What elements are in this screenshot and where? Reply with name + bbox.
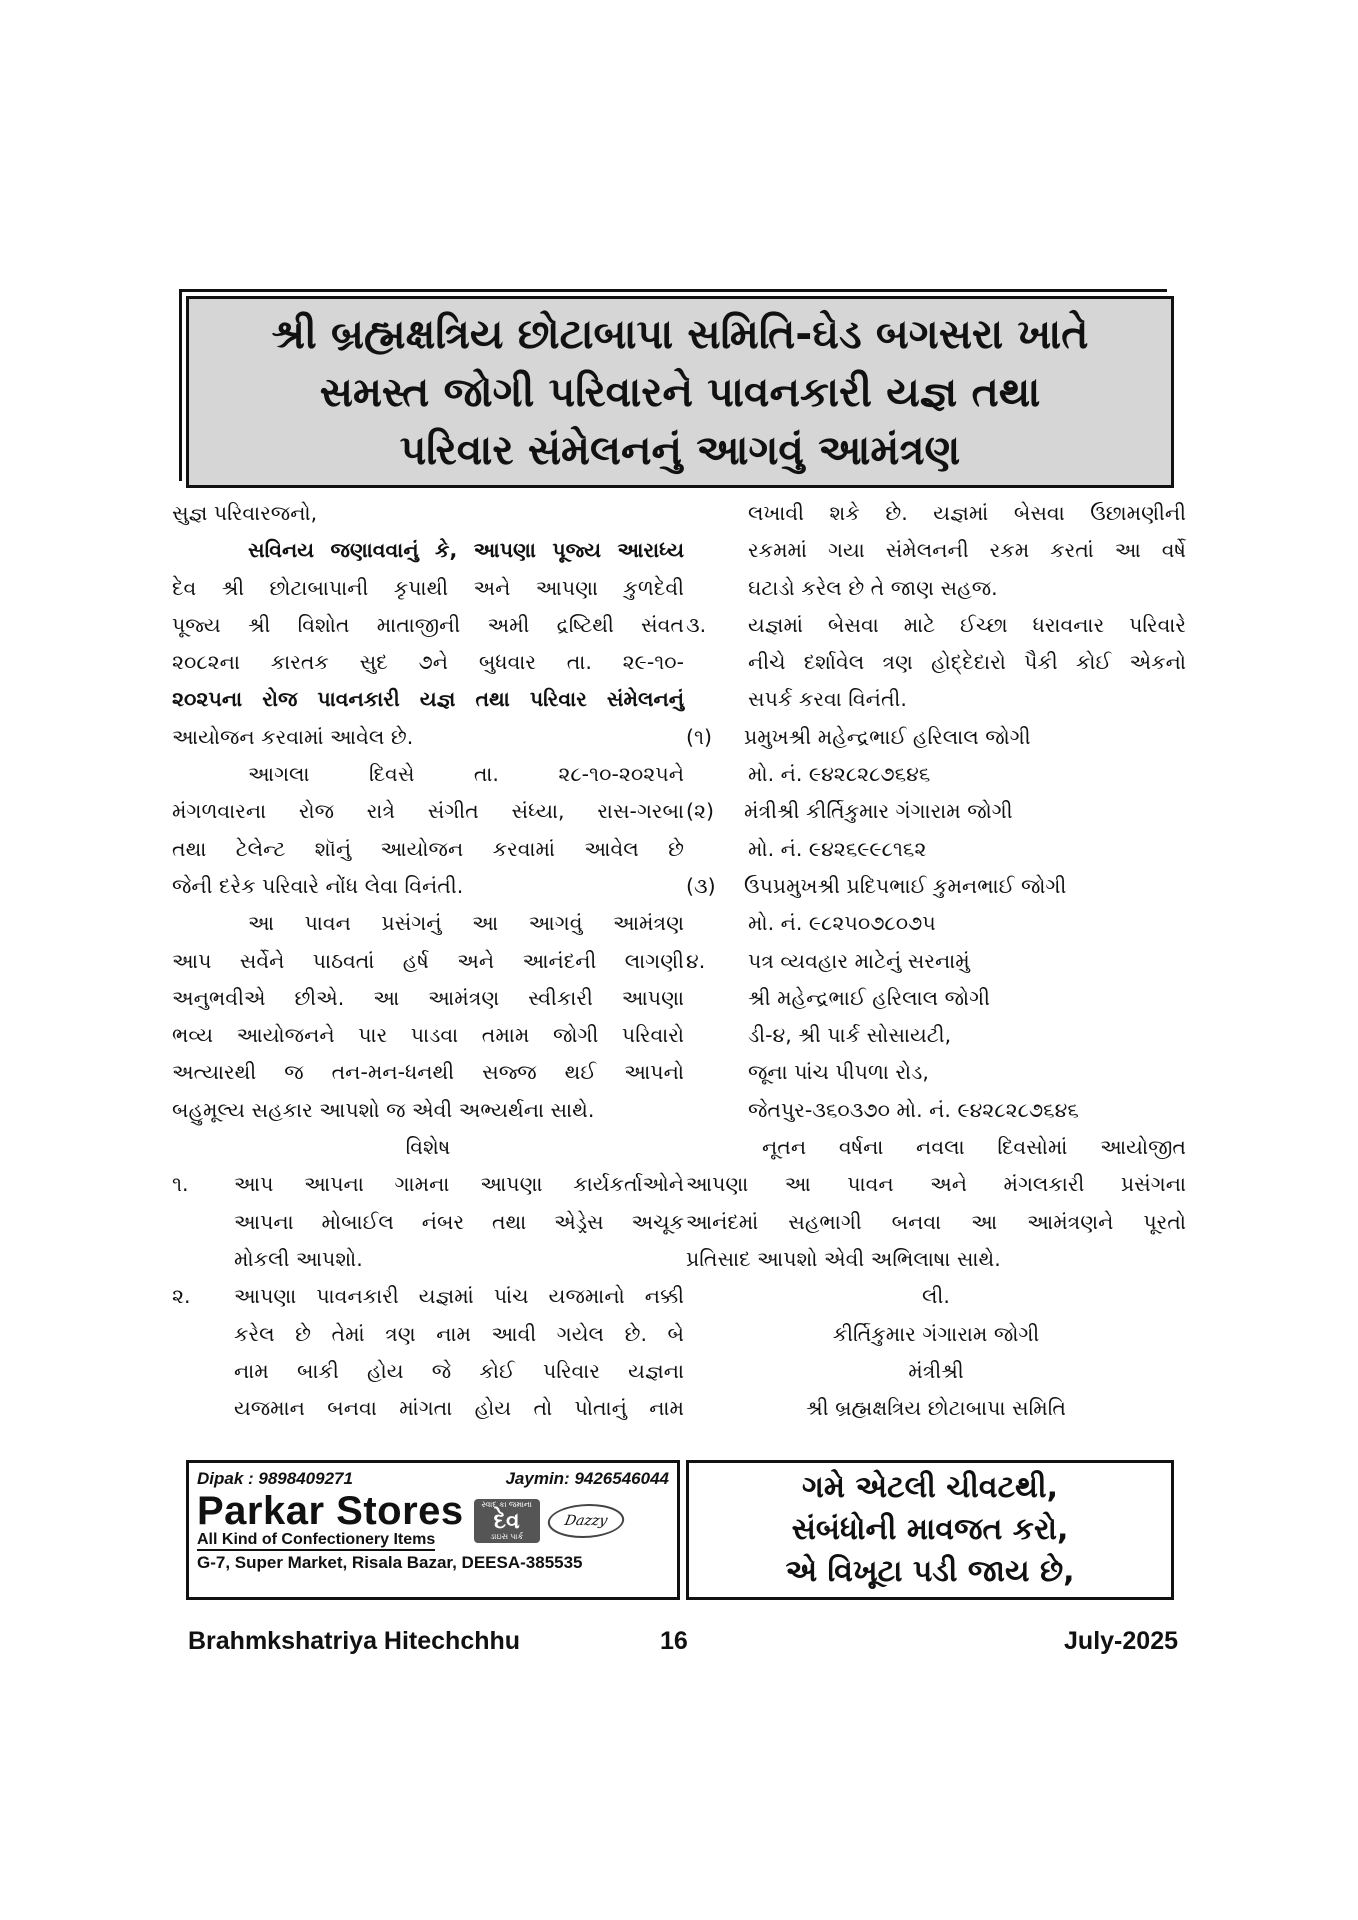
text-line: જેની દરેક પરિવારે નોંધ લેવા વિનંતી. [172,873,464,898]
quote-box [686,1460,1174,1600]
text-line: આપ સર્વેને પાઠવતાં હર્ષ અને આનંદની લાગણી [172,948,684,973]
dev-brand-logo [474,1499,540,1543]
contact-phone: મો. નં. ૯૪૨૮૨૮૭૬૪૬ [748,762,931,787]
text-line: મોકલી આપશો. [234,1246,363,1271]
text-line: સપર્ક કરવા વિનંતી. [748,687,907,712]
text-line: ભવ્ય આયોજનને પાર પાડવા તમામ જોગી પરિવારો [172,1023,684,1048]
page-footer [188,1625,1178,1657]
text-line: સવિનય જણાવવાનું કે, આપણા પૂજ્ય આરાધ્ય [248,538,684,563]
item-number: ૪. [686,948,706,973]
text-line: યજ્ઞમાં બેસવા માટે ઈચ્છા ધરાવનાર પરિવારે [748,612,1186,637]
text-line: દેવ શ્રી છોટાબાપાની કૃપાથી અને આપણા કુળદેવી [172,575,684,600]
text-line: નામ બાકી હોય જે કોઈ પરિવાર યજ્ઞના [234,1358,684,1383]
item-number: ૧. [172,1172,189,1197]
text-line: લખાવી શકે છે. યજ્ઞમાં બેસવા ઉછામણીની [748,501,1186,525]
closing-paragraph [686,1129,1186,1278]
text-line: પત્ર વ્યવહાર માટેનું સરનામું [748,948,970,973]
dazzy-logo-text: Dazzy [562,1513,609,1529]
title-line-2: સમસ્ત જોગી પરિવારને પાવનકારી યજ્ઞ તથા [319,368,1041,416]
text-line: કરેલ છે તેમાં ત્રણ નામ આવી ગયેલ છે. બે [234,1321,684,1346]
title-box [186,296,1174,488]
contact-name: ઉપપ્રમુખશ્રી પ્રદિપભાઈ કુમનભાઈ જોગી [744,873,1067,898]
text-line: જેતપુર-૩૬૦૩૭૦ મો. નં. ૯૪૨૮૨૮૭૬૪૬ [748,1097,1079,1122]
contact-number: (૨) [686,799,715,824]
special-item-1 [172,1166,684,1278]
text-line: આનંદમાં સહભાગી બનવા આ આમંત્રણને પૂરતો [686,1209,1186,1234]
dev-logo-top-text: સ્વાદ કા જમાના [481,1500,532,1509]
greeting: સુજ્ઞ પરિવારજનો, [172,501,318,525]
contact-phone: મો. નં. ૯૪૨૬૯૯૮૧૬૨ [748,836,927,861]
text-line: નૂતન વર્ષના નવલા દિવસોમાં આયોજીત [762,1135,1186,1160]
text-line: બહુમૂલ્ય સહકાર આપશો જ એવી અભ્યર્થના સાથે. [172,1097,595,1122]
text-line: આપ આપના ગામના આપણા કાર્યકર્તાઓને [234,1172,684,1197]
quote-line-2: સંબંધોની માવજત કરો, [791,1512,1069,1547]
contact-1 [686,719,1186,794]
contact-phone: મો. નં. ૯૮૨૫૦૭૮૦૭૫ [748,911,936,936]
text-line: અનુભવીએ છીએ. આ આમંત્રણ સ્વીકારી આપણા [172,985,684,1010]
text-line: પૂજ્ય શ્રી વિશોત માતાજીની અમી દ્રષ્ટિથી સંવત [172,612,684,637]
paragraph-2 [172,756,684,905]
contact-number: (૧) [686,724,713,749]
ad-tagline: All Kind of Confectionery Items [197,1531,435,1551]
signature-name: કીર્તિકુમાર ગંગારામ જોગી [832,1321,1040,1346]
text-line: આગલા દિવસે તા. ૨૮-૧૦-૨૦૨૫ને [248,762,684,787]
text-line: આપના મોબાઈલ નંબર તથા એડ્રેસ અચૂક [234,1209,684,1234]
parkar-stores-ad [186,1460,680,1600]
footer-date: July-2025 [1064,1627,1178,1655]
special-item-3 [686,607,1186,719]
text-line: મંગળવારના રોજ રાત્રે સંગીત સંધ્યા, રાસ-ગરબા [172,799,684,824]
quote-line-1: ગમે એટલી ચીવટથી, [801,1470,1059,1505]
text-line: ૨૦૨૫ના રોજ પાવનકારી યજ્ઞ તથા પરિવાર સંમેલનનું [172,687,684,712]
signature-org: શ્રી બ્રહ્મક્ષત્રિય છોટાબાપા સમિતિ [806,1396,1066,1421]
text-line: જૂના પાંચ પીપળા રોડ, [748,1060,929,1085]
text-line: નીચે દર્શાવેલ ત્રણ હોદ્દેદારો પૈકી કોઈ એકનો [748,650,1186,675]
dev-logo-text: દેવ [493,1508,520,1533]
signature-post: મંત્રીશ્રી [908,1358,964,1383]
text-line: આયોજન કરવામાં આવેલ છે. [172,724,414,749]
item-number: ૨. [172,1284,191,1309]
title-line-1: શ્રી બ્રહ્મક્ષત્રિય છોટાબાપા સમિતિ-ઘેડ બગસરા ખાતે [271,310,1089,358]
special-item-2 [172,1278,684,1427]
paragraph-3 [172,905,684,1129]
paragraph-1 [172,532,684,756]
text-line: પ્રતિસાદ આપશો એવી અભિલાષા સાથે. [686,1246,1001,1271]
ad-phone-jaymin: Jaymin: 9426546044 [505,1469,669,1488]
text-line: તથા ટેલેન્ટ શૉનું આયોજન કરવામાં આવેલ છે [172,836,684,861]
dev-logo-bottom-text: ડાઇસ પાર્ક [490,1532,524,1541]
signature-li: લી. [922,1284,950,1309]
text-line: અત્યારથી જ તન-મન-ધનથી સજ્જ થઈ આપનો [172,1060,684,1085]
text-line: ડી-૪, શ્રી પાર્ક સોસાયટી, [748,1023,952,1048]
item-number: ૩. [686,612,707,637]
signature [686,1278,1186,1427]
quote-line-3: એ વિખૂટા પડી જાય છે, [785,1554,1075,1589]
special-item-4 [686,943,1186,1129]
contact-2 [686,793,1186,868]
text-line: ઘટાડો કરેલ છે તે જાણ સહજ. [748,575,998,600]
title-line-3: પરિવાર સંમેલનનું આગવું આમંત્રણ [399,426,961,474]
contact-3 [686,868,1186,943]
text-line: શ્રી મહેન્દ્રભાઈ હરિલાલ જોગી [748,985,990,1010]
text-line: યજમાન બનવા માંગતા હોય તો પોતાનું નામ [234,1396,684,1421]
text-line: આ પાવન પ્રસંગનું આ આગવું આમંત્રણ [248,911,684,936]
contact-name: મંત્રીશ્રી કીર્તિકુમાર ગંગારામ જોગી [744,799,1013,824]
special-heading: વિશેષ [405,1135,451,1160]
text-line: રકમમાં ગયા સંમેલનની રકમ કરતાં આ વર્ષે [748,538,1186,563]
text-line: આપણા આ પાવન અને મંગલકારી પ્રસંગના [686,1172,1186,1197]
footer-page-number: 16 [660,1627,688,1655]
text-line: આપણા પાવનકારી યજ્ઞમાં પાંચ યજમાનો નક્કી [234,1284,684,1309]
footer-magazine-name: Brahmkshatriya Hitechchhu [188,1627,521,1655]
left-column [172,495,684,1427]
dazzy-brand-logo [544,1504,627,1538]
ad-store-name: Parkar Stores [197,1489,464,1533]
right-column [686,495,1186,1427]
ad-phone-dipak: Dipak : 9898409271 [197,1469,353,1488]
contact-number: (૩) [686,873,716,898]
special-item-2-continued [686,495,1186,607]
text-line: ૨૦૮૨ના કારતક સુદ ૭ને બુધવાર તા. ૨૯-૧૦- [172,650,684,675]
ad-address: G-7, Super Market, Risala Bazar, DEESA-385535 [197,1553,583,1572]
contact-name: પ્રમુખશ્રી મહેન્દ્રભાઈ હરિલાલ જોગી [744,724,1031,749]
